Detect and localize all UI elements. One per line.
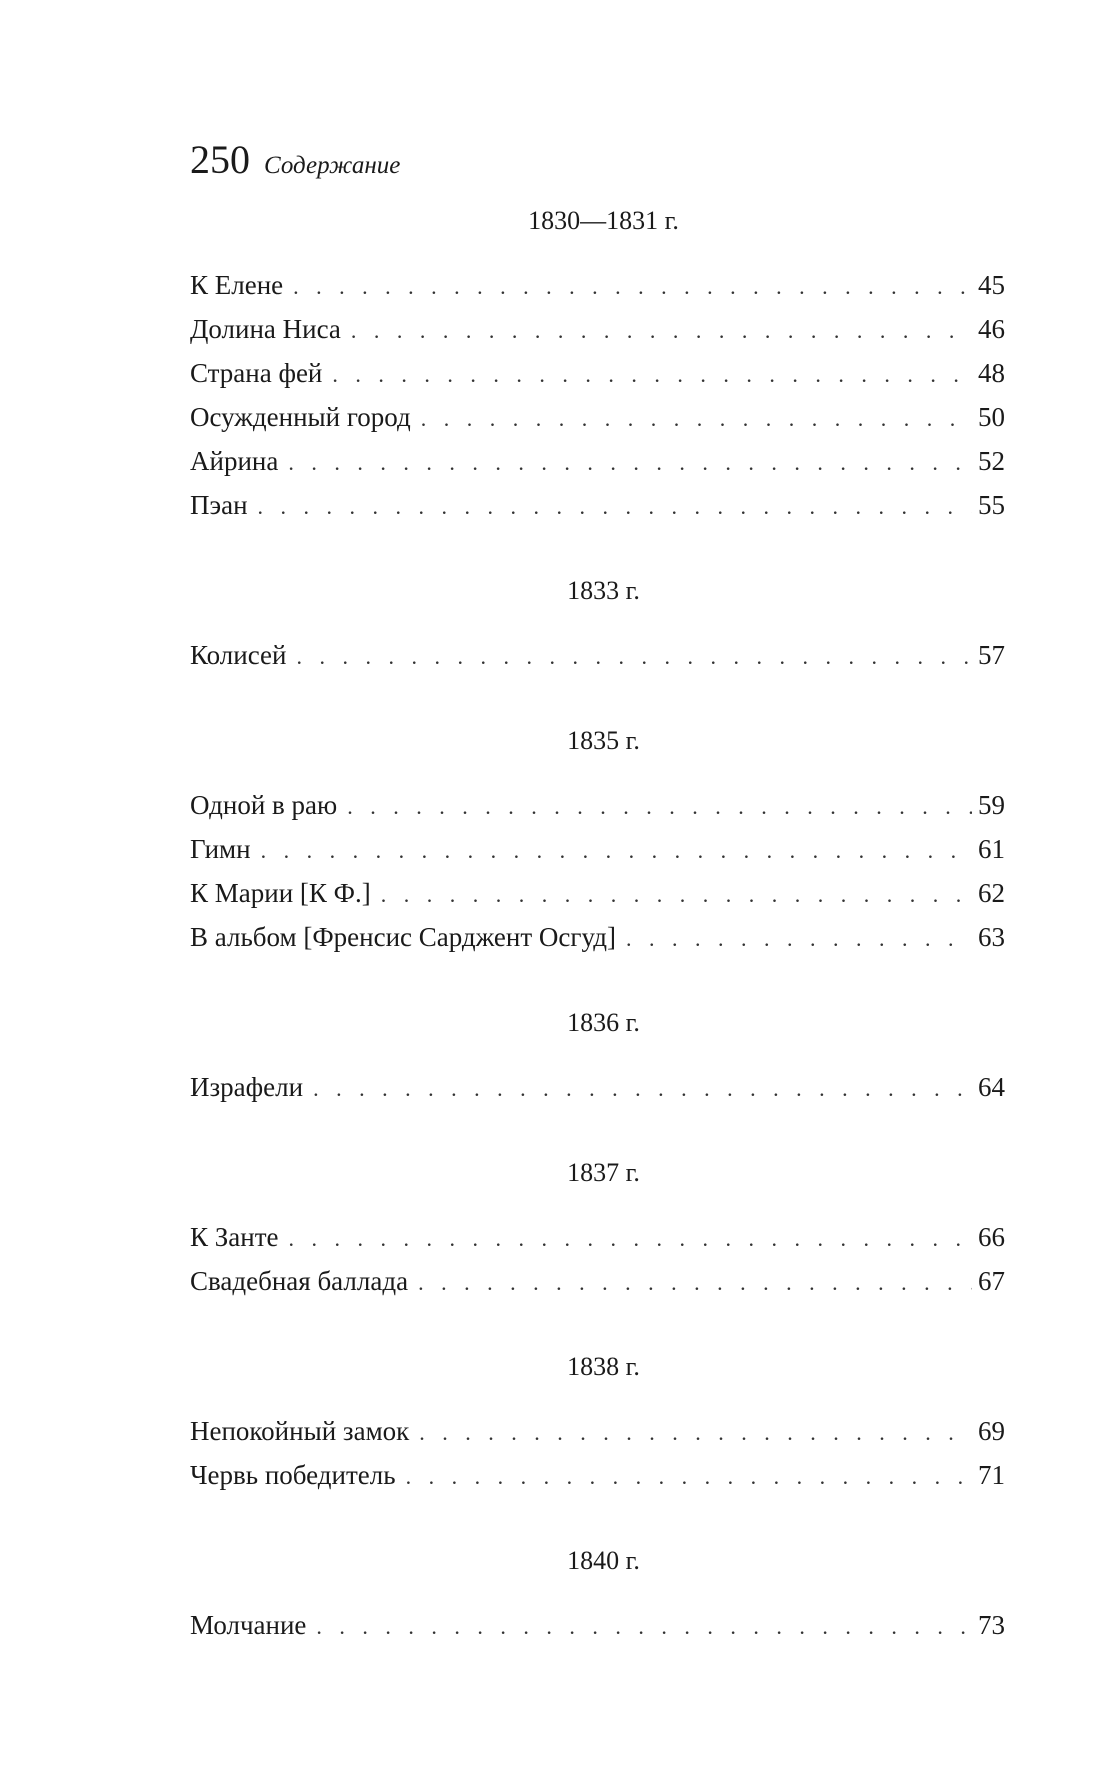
entry-page-number: 67	[978, 1266, 1005, 1296]
entry-title: К Елене	[190, 270, 284, 300]
toc-entry	[190, 1453, 1005, 1497]
entry-page-number: 46	[978, 314, 1005, 344]
entry-page-number: 59	[978, 790, 1005, 820]
dot-leader	[316, 1605, 972, 1649]
toc-entry	[190, 633, 1005, 677]
toc-section	[190, 723, 1005, 959]
toc-entry	[190, 483, 1005, 527]
section-entries	[190, 633, 1005, 677]
section-heading: 1838 г.	[567, 1352, 640, 1381]
toc-section	[190, 203, 1005, 527]
entry-page-number: 66	[978, 1222, 1005, 1252]
dot-leader	[293, 265, 972, 309]
toc-section	[190, 1543, 1005, 1647]
entry-page-number: 61	[978, 834, 1005, 864]
entry-title: Долина Ниса	[190, 314, 341, 344]
dot-leader	[418, 1261, 972, 1305]
dot-leader	[421, 397, 972, 441]
entry-page-number: 64	[978, 1072, 1005, 1102]
dot-leader	[381, 873, 972, 917]
entry-page-number: 71	[978, 1460, 1005, 1490]
entry-title: К Занте	[190, 1222, 279, 1252]
toc-entry	[190, 439, 1005, 483]
toc-entry	[190, 871, 1005, 915]
dot-leader	[351, 309, 972, 353]
section-heading: 1835 г.	[567, 726, 640, 755]
entry-page-number: 50	[978, 402, 1005, 432]
toc-entry	[190, 307, 1005, 351]
toc-entry	[190, 1259, 1005, 1303]
dot-leader	[313, 1067, 972, 1111]
dot-leader	[406, 1455, 972, 1499]
section-entries	[190, 263, 1005, 527]
toc-entry	[190, 827, 1005, 871]
dot-leader	[626, 917, 972, 961]
entry-title: Молчание	[190, 1610, 307, 1640]
toc-entry	[190, 263, 1005, 307]
entry-title: Одной в раю	[190, 790, 338, 820]
dot-leader	[288, 441, 972, 485]
entry-title: Свадебная баллада	[190, 1266, 409, 1296]
entry-page-number: 52	[978, 446, 1005, 476]
dot-leader	[296, 635, 972, 679]
section-entries	[190, 1603, 1005, 1647]
dot-leader	[261, 829, 972, 873]
dot-leader	[289, 1217, 972, 1261]
entry-page-number: 48	[978, 358, 1005, 388]
entry-title: К Марии [К Ф.]	[190, 878, 371, 908]
toc-entry	[190, 1065, 1005, 1109]
toc-entry	[190, 915, 1005, 959]
entry-page-number: 45	[978, 270, 1005, 300]
page-number: 250	[190, 137, 250, 182]
toc-section	[190, 573, 1005, 677]
entry-title: Червь победитель	[190, 1460, 396, 1490]
toc-entry	[190, 351, 1005, 395]
toc-entry	[190, 1409, 1005, 1453]
section-heading: 1837 г.	[567, 1158, 640, 1187]
section-heading: 1830—1831 г.	[528, 206, 679, 235]
entry-title: В альбом [Френсис Сарджент Осгуд]	[190, 922, 616, 952]
dot-leader	[347, 785, 972, 829]
toc-entry	[190, 395, 1005, 439]
entry-page-number: 69	[978, 1416, 1005, 1446]
section-entries	[190, 1409, 1005, 1497]
toc-entry	[190, 1603, 1005, 1647]
entry-title: Айрина	[190, 446, 279, 476]
entry-page-number: 62	[978, 878, 1005, 908]
entry-title: Страна фей	[190, 358, 323, 388]
section-heading: 1840 г.	[567, 1546, 640, 1575]
section-heading: 1833 г.	[567, 576, 640, 605]
dot-leader	[332, 353, 972, 397]
entry-page-number: 63	[978, 922, 1005, 952]
entry-page-number: 73	[978, 1610, 1005, 1640]
section-entries	[190, 1215, 1005, 1303]
toc-section	[190, 1005, 1005, 1109]
dot-leader	[419, 1411, 972, 1455]
section-heading: 1836 г.	[567, 1008, 640, 1037]
page-header	[190, 137, 401, 182]
entry-page-number: 57	[978, 640, 1005, 670]
entry-title: Непокойный замок	[190, 1416, 410, 1446]
running-title: Содержание	[264, 152, 401, 179]
section-entries	[190, 783, 1005, 959]
toc-section	[190, 1155, 1005, 1303]
entry-title: Колисей	[190, 640, 287, 670]
dot-leader	[258, 485, 972, 529]
entry-title: Осужденный город	[190, 402, 411, 432]
toc-entry	[190, 783, 1005, 827]
table-of-contents	[190, 203, 1005, 1693]
toc-section	[190, 1349, 1005, 1497]
section-entries	[190, 1065, 1005, 1109]
entry-title: Пэан	[190, 490, 248, 520]
entry-title: Израфели	[190, 1072, 304, 1102]
toc-entry	[190, 1215, 1005, 1259]
entry-page-number: 55	[978, 490, 1005, 520]
entry-title: Гимн	[190, 834, 251, 864]
